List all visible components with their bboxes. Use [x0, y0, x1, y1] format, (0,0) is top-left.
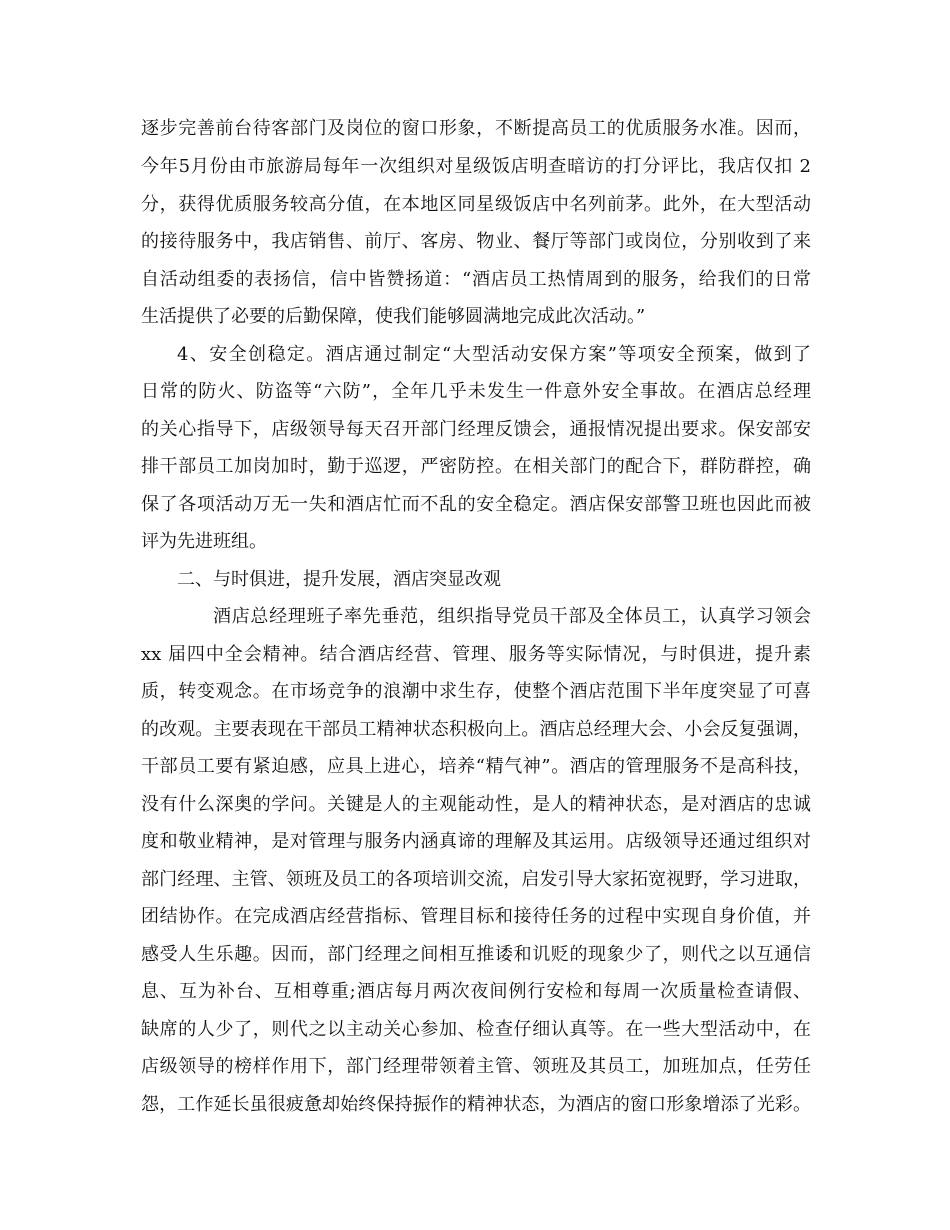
paragraph-3-line-6: 没有什么深奥的学问。关键是人的主观能动性，是人的精神状态，是对酒店的忠诚: [141, 794, 811, 815]
paragraph-3-line-4: 的改观。主要表现在干部员工精神状态积极向上。酒店总经理大会、小会反复强调，: [141, 719, 811, 740]
paragraph-2-line-2: 日常的防火、防盗等“六防”，全年几乎未发生一件意外安全事故。在酒店总经理: [141, 381, 811, 402]
paragraph-2-line-6: 评为先进班组。: [141, 531, 267, 552]
paragraph-3-line-7: 度和敬业精神，是对管理与服务内涵真谛的理解及其运用。店级领导还通过组织对: [141, 831, 811, 852]
paragraph-3-line-13: 店级领导的榜样作用下，部门经理带领着主管、领班及其员工，加班加点，任劳任: [141, 1056, 811, 1077]
paragraph-1-line-3: 分，获得优质服务较高分值，在本地区同星级饭店中名列前茅。此外，在大型活动: [141, 194, 811, 215]
paragraph-3-line-9: 团结协作。在完成酒店经营指标、管理目标和接待任务的过程中实现自身价值，并: [141, 906, 811, 927]
section-heading: 二、与时俱进，提升发展，酒店突显改观: [177, 569, 501, 590]
paragraph-2-line-1: 4、安全创稳定。酒店通过制定“大型活动安保方案”等项安全预案，做到了: [177, 344, 811, 365]
paragraph-3-line-3: 质，转变观念。在市场竞争的浪潮中求生存，使整个酒店范围下半年度突显了可喜: [141, 681, 811, 702]
paragraph-1-line-6: 生活提供了必要的后勤保障，使我们能够圆满地完成此次活动。”: [141, 306, 646, 327]
paragraph-3-line-12: 缺席的人少了，则代之以主动关心参加、检查仔细认真等。在一些大型活动中，在: [141, 1019, 811, 1040]
paragraph-3-line-11: 息、互为补台、互相尊重;酒店每月两次夜间例行安检和每周一次质量检查请假、: [141, 981, 811, 1002]
paragraph-3-line-1: 酒店总经理班子率先垂范，组织指导党员干部及全体员工，认真学习领会: [213, 606, 811, 627]
paragraph-1-line-5: 自活动组委的表扬信，信中皆赞扬道：“酒店员工热情周到的服务，给我们的日常: [141, 269, 811, 290]
paragraph-3-line-8: 部门经理、主管、领班及员工的各项培训交流，启发引导大家拓宽视野，学习进取，: [141, 869, 811, 890]
paragraph-3-line-2: xx 届四中全会精神。结合酒店经营、管理、服务等实际情况，与时俱进，提升素: [141, 644, 811, 665]
paragraph-3-line-5: 干部员工要有紧迫感，应具上进心，培养“精气神”。酒店的管理服务不是高科技，: [141, 756, 811, 777]
paragraph-3-line-10: 感受人生乐趣。因而，部门经理之间相互推诿和讥贬的现象少了，则代之以互通信: [141, 944, 811, 965]
paragraph-2-line-4: 排干部员工加岗加时，勤于巡逻，严密防控。在相关部门的配合下，群防群控，确: [141, 456, 811, 477]
paragraph-2-line-3: 的关心指导下，店级领导每天召开部门经理反馈会，通报情况提出要求。保安部安: [141, 419, 811, 440]
paragraph-1-line-1: 逐步完善前台待客部门及岗位的窗口形象，不断提高员工的优质服务水准。因而，: [141, 118, 811, 139]
paragraph-2-line-5: 保了各项活动万无一失和酒店忙而不乱的安全稳定。酒店保安部警卫班也因此而被: [141, 494, 811, 515]
paragraph-3-line-14: 怨，工作延长虽很疲惫却始终保持振作的精神状态，为酒店的窗口形象增添了光彩。: [141, 1094, 811, 1115]
paragraph-1-line-4: 的接待服务中，我店销售、前厅、客房、物业、餐厅等部门或岗位，分别收到了来: [141, 231, 811, 252]
paragraph-1-line-2: 今年5月份由市旅游局每年一次组织对星级饭店明查暗访的打分评比，我店仅扣 2: [141, 156, 811, 177]
